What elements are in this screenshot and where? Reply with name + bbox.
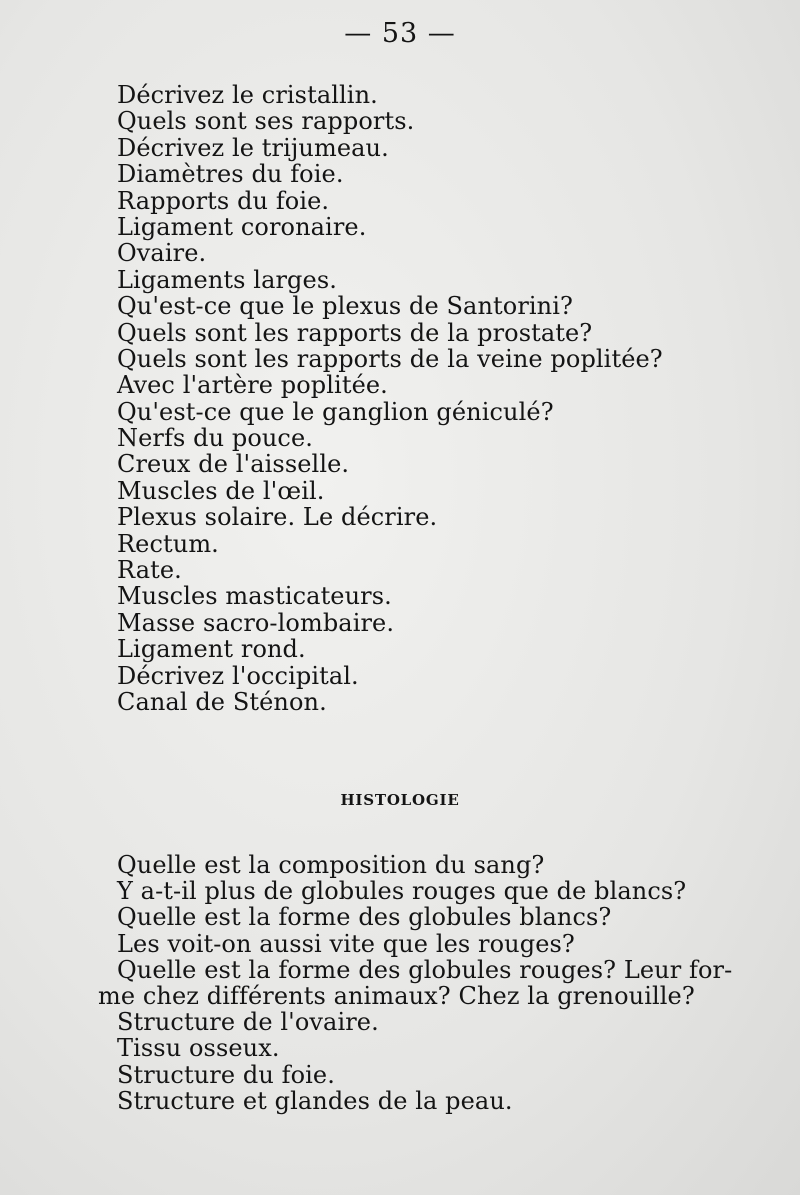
question-line: Décrivez le trijumeau. bbox=[117, 133, 389, 162]
anatomy-question-list bbox=[117, 82, 737, 715]
question-line: Qu'est-ce que le plexus de Santorini? bbox=[117, 292, 573, 321]
page-number: — 53 — bbox=[344, 18, 456, 49]
question-line: Décrivez le cristallin. bbox=[117, 81, 378, 109]
question-line: Ovaire. bbox=[117, 239, 207, 268]
question-line: Muscles masticateurs. bbox=[117, 582, 392, 611]
question-line: Ligament rond. bbox=[117, 635, 306, 664]
question-line: Canal de Sténon. bbox=[117, 687, 327, 716]
question-line: Quels sont les rapports de la veine poplitée? bbox=[117, 344, 663, 373]
question-line: Ligaments larges. bbox=[117, 265, 337, 294]
question-line: Diamètres du foie. bbox=[117, 160, 344, 189]
question-line: Rapports du foie. bbox=[117, 186, 330, 215]
question-line: Nerfs du pouce. bbox=[117, 424, 313, 453]
question-line: Structure du foie. bbox=[117, 1060, 335, 1089]
question-line: Avec l'artère poplitée. bbox=[117, 371, 388, 400]
question-line: Structure de l'ovaire. bbox=[117, 1008, 379, 1037]
question-line: Les voit-on aussi vite que les rouges? bbox=[117, 929, 575, 958]
question-line: Tissu osseux. bbox=[117, 1034, 280, 1063]
histology-question-list bbox=[98, 851, 737, 1115]
question-line: Ligament coronaire. bbox=[117, 212, 367, 241]
question-line: Rectum. bbox=[117, 529, 219, 558]
question-line: Rate. bbox=[117, 556, 182, 585]
question-line: Quelle est la composition du sang? bbox=[117, 851, 545, 879]
question-line: Creux de l'aisselle. bbox=[117, 450, 350, 479]
question-line: Décrivez l'occipital. bbox=[117, 661, 359, 690]
question-line: Masse sacro-lombaire. bbox=[117, 608, 395, 637]
question-line: Qu'est-ce que le ganglion géniculé? bbox=[117, 397, 554, 426]
question-line: Quels sont les rapports de la prostate? bbox=[117, 318, 593, 347]
question-line: Plexus solaire. Le décrire. bbox=[117, 503, 438, 532]
section-heading-histology: HISTOLOGIE bbox=[340, 791, 460, 809]
question-line: Quelle est la forme des globules blancs? bbox=[117, 903, 612, 932]
question-line: Structure et glandes de la peau. bbox=[117, 1086, 513, 1115]
question-line: Quelle est la forme des globules rouges? Leur for- bbox=[117, 955, 733, 984]
question-line: Y a-t-il plus de globules rouges que de blancs? bbox=[117, 877, 687, 906]
question-line: Muscles de l'œil. bbox=[117, 476, 325, 505]
question-line-continuation: me chez différents animaux? Chez la grenouille? bbox=[98, 981, 695, 1010]
question-line: Quels sont ses rapports. bbox=[117, 107, 415, 136]
